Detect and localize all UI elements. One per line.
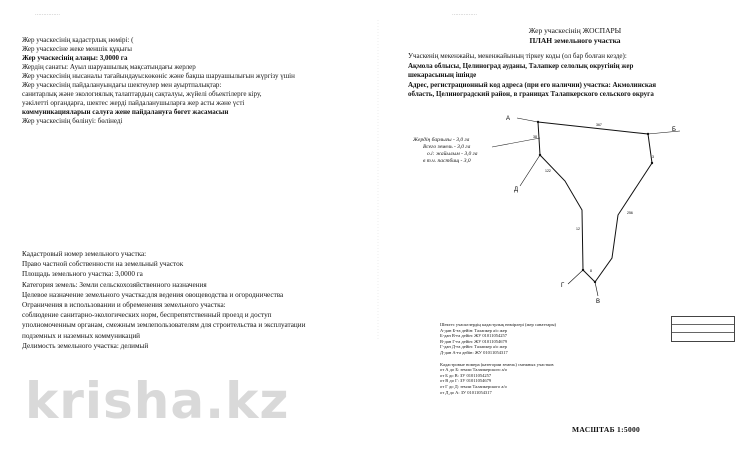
segment-label: 8 — [590, 269, 592, 273]
stamp-table — [671, 316, 735, 342]
address-kz-2: шекарасының ішінде — [408, 71, 477, 80]
segment-label: 122 — [545, 169, 551, 173]
segment-label: 3 — [652, 155, 654, 159]
legend-line: Кадастровые номера (категории земель) смежных участков — [440, 361, 554, 367]
legend-line: от Б до В: ЗУ 01011054257 — [440, 372, 492, 378]
ru-restrictions-2: уполномоченным органам, смежным землепользователям для строительства и эксплуатации — [22, 321, 306, 330]
watermark: krisha.kz — [25, 372, 290, 430]
ru-ownership: Право частной собственности на земельный участок — [22, 260, 184, 269]
ru-restrictions-title: Ограничения в использовании и обременения земельного участка: — [22, 301, 226, 310]
plan-title-kz: Жер учаскесінің ЖОСПАРЫ — [528, 26, 622, 35]
vertex-dots — [537, 121, 653, 283]
vertex-dot — [582, 269, 584, 271]
address-kz-1: Ақмола облысы, Целиноград ауданы, Талапкер селолық округінің жер — [408, 61, 634, 70]
adjacent-parcels-legend — [440, 322, 650, 395]
address-ru-2: область, Целиноградский район, в границах Талапкерского сельского округа — [408, 90, 654, 99]
kz-ownership: Жер учаскесіне жеке меншік құқығы — [22, 45, 132, 53]
legend-line: от А до Б: земли Талапкерского а/о — [440, 367, 508, 373]
parcel-boundary — [538, 122, 652, 282]
ru-purpose: Целевое назначение земельного участка:для ведения овощеводства и огородничества — [22, 290, 284, 299]
ru-cadastral-number: Кадастровый номер земельного участка: — [22, 250, 147, 258]
segment-label: 256 — [627, 211, 633, 215]
area-summary-line: Жердің барлығы - 3,0 га — [413, 137, 470, 143]
address-kz-label: Учаскенің мекенжайы, мекенжайының тіркеу коды (ол бар болған кезде): — [408, 52, 627, 60]
point-label-b: Б — [672, 127, 676, 133]
kz-divisibility: Жер учаскесінің бөлінуі: бөлінеді — [22, 117, 123, 125]
legend-line: от Д до А: ЗУ 01011054317 — [440, 389, 492, 395]
kz-restrictions-3: коммуникацияларын салуға жене пайдалануға бөгет жасамасын — [22, 108, 229, 116]
vertex-dot — [594, 281, 596, 283]
vertex-dot — [539, 154, 541, 156]
legend-line: Б-дан В-ға дейін: ЖУ 01011054257 — [440, 333, 507, 339]
vertex-dot — [651, 162, 653, 164]
kz-area: Жер учаскесінің алаңы: 3,0000 га — [22, 54, 128, 62]
legend-line: А-дан Б-ға дейін: Талапкер а/о жер — [440, 327, 507, 333]
top-right-mark: …………… — [452, 12, 477, 17]
legend-line: от В до Г: ЗУ 01011054679 — [440, 378, 492, 384]
kz-purpose: Жер учаскесінің нысаналы тағайындауы:көкөніс және бақша шаруашылығын жүргізу үшін — [22, 72, 295, 80]
ru-area: Площадь земельного участка: 3,0000 га — [22, 270, 143, 279]
point-label-g: Г — [561, 283, 565, 289]
point-label-d: Д — [514, 187, 519, 193]
area-summary-line: в т.ч. пастбищ - 3,0 — [423, 158, 471, 164]
segment-label: 12 — [576, 227, 580, 231]
point-label-a: А — [506, 116, 511, 122]
ru-restrictions-1: соблюдение санитарно-экологических норм, беспрепятственный проезд и доступ — [22, 311, 272, 320]
ru-category: Категория земель: Земли сельскохозяйственного назначения — [22, 280, 207, 289]
area-summary-line: Всего земель - 3,0 га — [423, 144, 471, 150]
arrow-d — [520, 155, 540, 186]
arrow-a — [517, 118, 538, 122]
kz-restrictions-title: Жер учаскесінің пайдалануындағы шектеулер мен ауыртпалықтар: — [22, 81, 222, 89]
legend-line: от Г до Д: земли Талапкерского а/о — [440, 383, 507, 389]
scale-label: МАСШТАБ 1:5000 — [572, 425, 641, 434]
ru-restrictions-3: подземных и наземных коммуникаций — [22, 331, 141, 340]
area-summary-line: о.і: жайылым - 3,0 га — [427, 151, 478, 157]
area-leader-line — [492, 138, 540, 147]
vertex-dot — [647, 133, 649, 135]
kz-restrictions-2: уәкілетті органдарға, шектес жерді пайдаланушыларға жер асты және үсті — [22, 99, 245, 107]
kz-category: Жердің санаты: Ауыл шаруашылық мақсатындағы жерлер — [22, 63, 196, 71]
legend-line: Д-дан А-ға дейін: ЖУ 01011054317 — [440, 349, 508, 355]
point-label-v: В — [596, 299, 601, 305]
vertex-dot — [537, 121, 539, 123]
stamp-table-row — [672, 332, 734, 341]
arrow-g — [568, 270, 583, 284]
kz-restrictions-1: санитарлық және экологиялық талаптардың сақталуы, жүйелі объектілерге кіру, — [22, 90, 262, 98]
legend-line: Г-дан Д-ға дейін: Талапкер а/о жер — [440, 344, 507, 350]
plan-title-ru: ПЛАН земельного участка — [529, 36, 621, 45]
arrow-v — [595, 282, 598, 296]
top-left-mark: …………… — [35, 12, 60, 17]
legend-line: Шектес учаскелердің кадастрлық нөмірлері (жер санаттары) — [440, 322, 556, 327]
segment-label: 38 — [533, 135, 537, 139]
ru-divisibility: Делимость земельного участка: делимый — [22, 341, 149, 350]
address-ru-1: Адрес, регистрационный код адреса (при его наличии) участка: Акмолинская — [408, 80, 657, 89]
legend-line: В-дан Г-ға дейін: ЖУ 01011054679 — [440, 338, 507, 344]
kz-cadastral-number: Жер учаскесінің кадастрлық нөмірі: ( — [22, 36, 134, 44]
segment-label: 367 — [596, 123, 602, 127]
